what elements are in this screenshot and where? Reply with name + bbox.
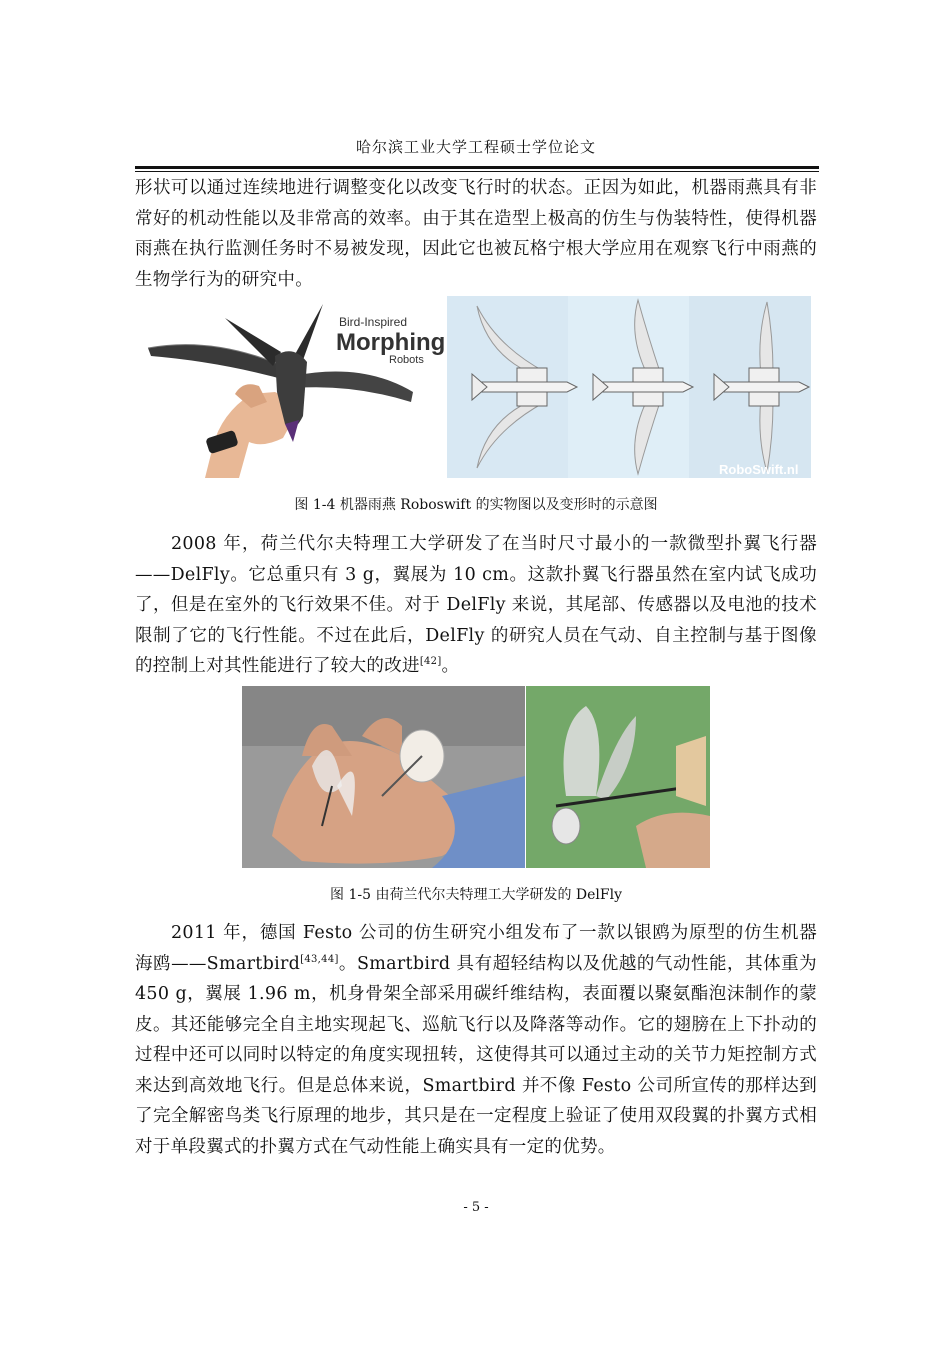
paragraph-smartbird-start: 2011 年，德国 Festo 公司的仿生研究小组发布了一款以银鸥为原型的仿生机器海鸥——Smartbird [135, 923, 817, 974]
paragraph-smartbird-rest: 。Smartbird 具有超轻结构以及优越的气动性能，其体重为 450 g，翼展 1.96 m，机身骨架全部采用碳纤维结构，表面覆以聚氨酯泡沫制作的蒙皮。其还能够完全自主地实现起飞、巡航飞行以及降落等动作。它的翅膀在上下扑动的过程中还可以同时以特定的角度实现扭转，这使得其可以通过主动的关节力矩控制方式来达到高效地飞行。但是总体来说，Smartbird 并不像 Festo 公司所宣传的那样达到了完全解密鸟类飞行原理的地步，其只是在一定程度上验证了使用双段翼的扑翼方式相对于单段翼式的扑翼方式在气动性能上确实具有一定的优势。 [135, 953, 817, 1157]
paragraph-delfly-end: 。 [441, 656, 460, 676]
header-rule-thick [135, 166, 819, 169]
citation-42: [42] [419, 656, 442, 668]
figure-delfly-hand-photo [242, 686, 525, 868]
running-header: 哈尔滨工业大学工程硕士学位论文 [355, 138, 596, 156]
figure-roboswift-morphing-diagram [447, 296, 811, 478]
logo-bird-inspired: Bird-Inspired [339, 315, 408, 329]
paragraph-delfly-text: 2008 年，荷兰代尔夫特理工大学研发了在当时尺寸最小的一款微型扑翼飞行器——DelFly。它总重只有 3 g，翼展为 10 cm。这款扑翼飞行器虽然在室内试飞成功了，但是在室外的飞行效果不佳。对于 DelFly 来说，其尾部、传感器以及电池的技术限制了它的飞行性能。不过在此后，DelFly 的研究人员在气动、自主控制与基于图像的控制上对其性能进行了较大的改进 [135, 534, 817, 676]
paragraph-delfly [135, 529, 817, 682]
page-number: - 5 - [463, 1200, 489, 1215]
logo-robots: Robots [389, 354, 424, 366]
figure-delfly-closeup-photo [526, 686, 710, 868]
paragraph-smartbird [135, 918, 817, 1162]
figure-1-5-caption: 图 1-5 由荷兰代尔夫特理工大学研发的 DelFly [330, 887, 622, 903]
delfly-closeup-illustration [526, 686, 710, 868]
roboswift-watermark: RoboSwift.nl [719, 462, 799, 477]
figure-1-4-caption: 图 1-4 机器雨燕 Roboswift 的实物图以及变形时的示意图 [294, 497, 658, 513]
citation-43-44: [43,44] [300, 953, 339, 965]
paragraph-roboswift: 形状可以通过连续地进行调整变化以改变飞行时的状态。正因为如此，机器雨燕具有非常好的机动性能以及非常高的效率。由于其在造型上极高的仿生与伪装特性，使得机器雨燕在执行监测任务时不易被发现，因此它也被瓦格宁根大学应用在观察飞行中雨燕的生物学行为的研究中。 [135, 178, 817, 290]
morphing-diagram-illustration [447, 296, 811, 478]
delfly-hand-illustration [242, 686, 525, 868]
figure-roboswift-photo [143, 296, 446, 478]
roboswift-photo-illustration [143, 296, 446, 478]
header-rule-thin [135, 171, 819, 172]
logo-morphing: Morphing [336, 329, 446, 356]
